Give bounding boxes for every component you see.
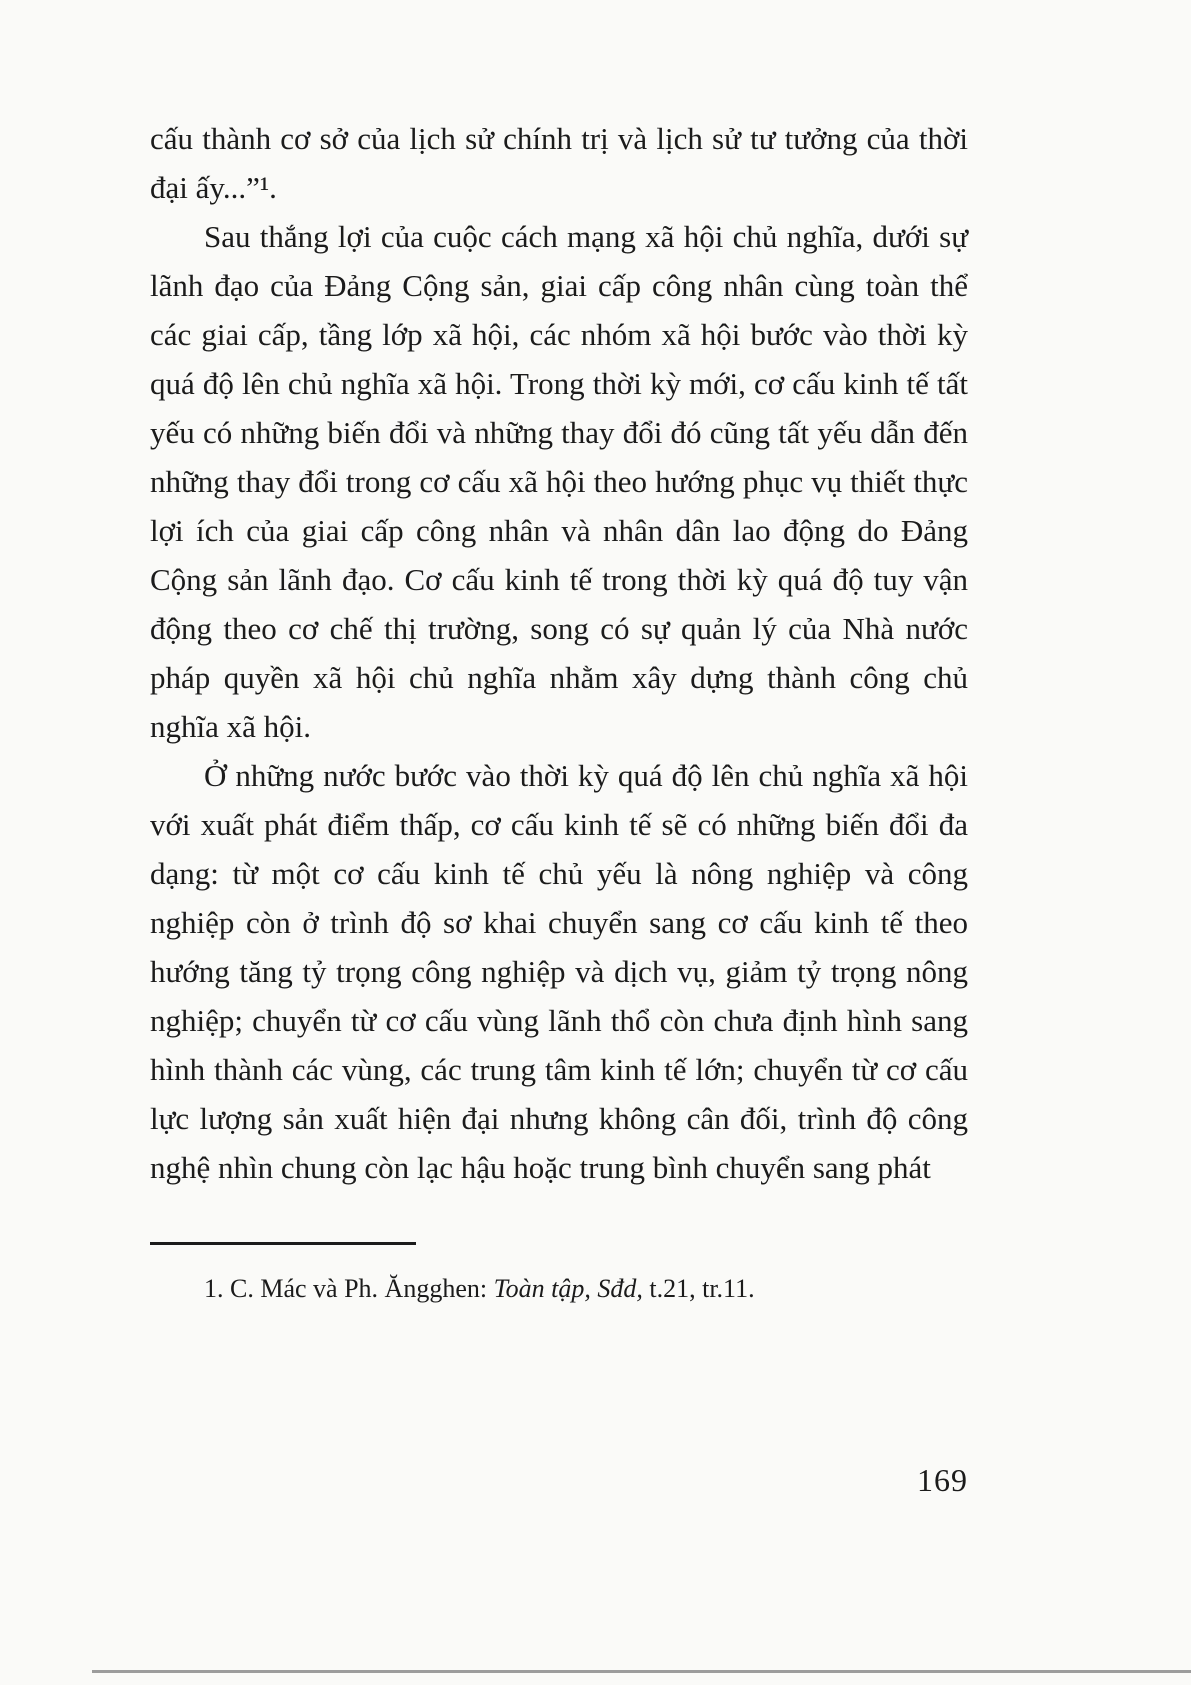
footnote <box>150 1271 968 1307</box>
page-number: 169 <box>917 1462 968 1498</box>
footnote-text-italic: Toàn tập, Sđd, <box>493 1274 643 1303</box>
paragraph-2: Ở những nước bước vào thời kỳ quá độ lên chủ nghĩa xã hội với xuất phát điểm thấp, cơ cấu kinh tế sẽ có những biến đổi đa dạng: từ một cơ cấu kinh tế chủ yếu là nông nghiệp và công nghiệp còn ở trình độ sơ khai chuyển sang cơ cấu kinh tế theo hướng tăng tỷ trọng công nghiệp và dịch vụ, giảm tỷ trọng nông nghiệp; chuyển từ cơ cấu vùng lãnh thổ còn chưa định hình sang hình thành các vùng, các trung tâm kinh tế lớn; chuyển từ cơ cấu lực lượng sản xuất hiện đại nhưng không cân đối, trình độ công nghệ nhìn chung còn lạc hậu hoặc trung bình chuyển sang phát <box>150 758 968 1185</box>
footnote-separator <box>150 1242 416 1245</box>
paragraph-1: Sau thắng lợi của cuộc cách mạng xã hội chủ nghĩa, dưới sự lãnh đạo của Đảng Cộng sản, giai cấp công nhân cùng toàn thể các giai cấp, tầng lớp xã hội, các nhóm xã hội bước vào thời kỳ quá độ lên chủ nghĩa xã hội. Trong thời kỳ mới, cơ cấu kinh tế tất yếu có những biến đổi và những thay đổi đó cũng tất yếu dẫn đến những thay đổi trong cơ cấu xã hội theo hướng phục vụ thiết thực lợi ích của giai cấp công nhân và nhân dân lao động do Đảng Cộng sản lãnh đạo. Cơ cấu kinh tế trong thời kỳ quá độ tuy vận động theo cơ chế thị trường, song có sự quản lý của Nhà nước pháp quyền xã hội chủ nghĩa nhằm xây dựng thành công chủ nghĩa xã hội. <box>150 219 968 744</box>
footnote-text-prefix: 1. C. Mác và Ph. Ăngghen: <box>204 1274 494 1303</box>
paragraph-continuation: cấu thành cơ sở của lịch sử chính trị và lịch sử tư tưởng của thời đại ấy...”¹. <box>150 121 968 205</box>
footnote-text-suffix: t.21, tr.11. <box>642 1274 755 1303</box>
body-text <box>150 114 968 1307</box>
scan-edge-line <box>92 1670 1191 1673</box>
